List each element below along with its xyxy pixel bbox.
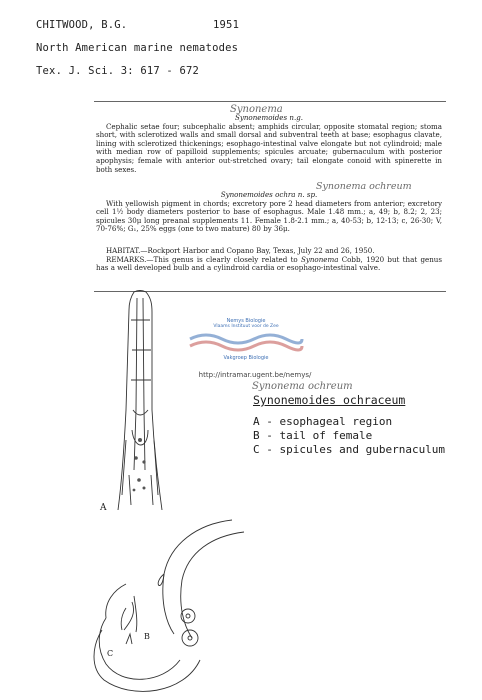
esophageal-region-drawing (96, 290, 176, 512)
year: 1951 (213, 19, 240, 31)
handwritten-genus: Synonema (230, 104, 283, 115)
handwritten-figure-name: Synonema ochreum (252, 381, 353, 392)
genus-block (96, 114, 442, 174)
habitat-block (96, 247, 442, 273)
genus-heading: Synonemoides n.g. (235, 113, 303, 122)
watermark-wave-icon (186, 329, 306, 353)
remarks-text-2: Cobb, 1920 but that genus has a well developed bulb and a cylindroid cardia or esophago-intestinal valve. (96, 254, 442, 273)
nemys-watermark (186, 318, 306, 361)
citation: Tex. J. Sci. 3: 617 - 672 (36, 65, 200, 77)
remarks-genus: Synonema (301, 254, 339, 264)
figure-title: Synonemoides ochraceum (253, 393, 406, 407)
label-a: A (100, 503, 107, 513)
handwritten-species: Synonema ochreum (316, 181, 412, 192)
label-b: B (144, 632, 150, 641)
label-c: C (107, 649, 114, 658)
clipping-top-rule (94, 101, 446, 102)
watermark-line1: Nemys Biologie (226, 318, 266, 324)
legend-item-c: C - spicules and gubernaculum (253, 443, 446, 456)
author-line (36, 19, 127, 31)
habitat-label: HABITAT. (106, 246, 141, 255)
watermark-line3: Vakgroep Biologie (223, 355, 269, 361)
species-heading: Synonemoides ochra n. sp. (220, 190, 318, 199)
watermark-line2: Vlaams Instituut voor de Zee (213, 324, 279, 329)
species-description: With yellowish pigment in chords; excretory pore 2 head diameters from anterior; excretory cell 1½ body diameters posterior to base of esophagus. Male 1.48 mm.; a, 49; b, 8.2; 2, 23; spicules 30μ long preanal supplements 11. Female 1.8-2.1 mm.; a, 40-53; b, 12-13; c, 26-30; V, 70-76%; G₁, 25% eggs (one to two mature) 80 by 36μ. (96, 198, 442, 234)
watermark-url: http://intramar.ugent.be/nemys/ (198, 371, 312, 379)
remarks-text-1: —This genus is clearly closely related to (146, 254, 301, 264)
habitat-text: —Rockport Harbor and Copano Bay, Texas, July 22 and 26, 1950. (140, 246, 375, 255)
remarks-label: REMARKS. (106, 254, 147, 264)
genus-description: Cephalic setae four; subcephalic absent; amphids circular, opposite stomatal region; stoma short, with sclerotized walls and small dorsal and subventral teeth at base; esophagus clavate, lining with sclerotized thickenings; esophago-intestinal valve elongate but not cylindroid; male with median row of papilloid supplements; spicules arcuate; gubernaculum with posterior apophysis; female with anterior out-stretched ovary; tail elongate conoid with spinerette in both sexes. (96, 121, 442, 174)
species-block (96, 191, 442, 234)
legend-item-b: B - tail of female (253, 429, 373, 442)
tail-spicules-drawing (92, 514, 252, 694)
legend-item-a: A - esophageal region (253, 415, 393, 428)
author: CHITWOOD, B.G. (36, 19, 128, 31)
source-title: North American marine nematodes (36, 42, 239, 54)
